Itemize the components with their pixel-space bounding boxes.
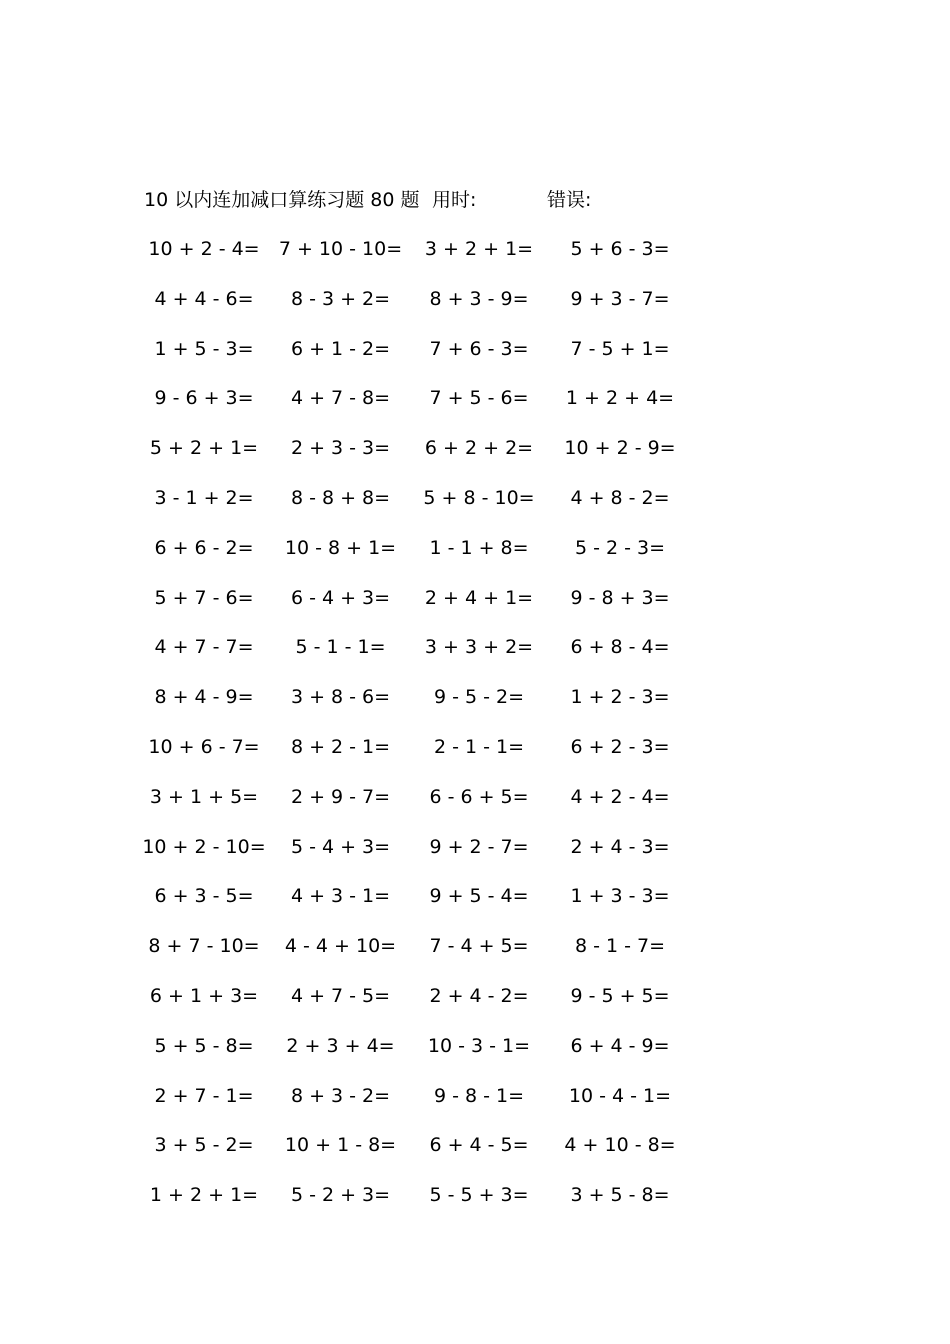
problem-item: 6 - 6 + 5= — [429, 785, 529, 808]
problem-item: 5 + 8 - 10= — [423, 486, 535, 509]
problem-item: 6 + 2 + 2= — [424, 437, 534, 460]
problem-item: 10 + 2 - 4= — [148, 238, 260, 260]
problem-item: 10 - 4 - 1= — [568, 1084, 672, 1107]
problem-item: 7 + 6 - 3= — [429, 337, 529, 360]
problem-row — [130, 233, 690, 283]
problem-item: 3 - 1 + 2= — [154, 486, 254, 509]
problem-item: 8 - 3 + 2= — [290, 287, 391, 310]
problem-item: 8 + 7 - 10= — [148, 935, 260, 958]
problem-row — [130, 283, 690, 333]
problem-item: 8 - 8 + 8= — [290, 486, 391, 509]
problem-item: 5 + 5 - 8= — [154, 1034, 254, 1057]
error-count-label: 错误: — [547, 189, 592, 211]
problem-item: 2 + 4 - 3= — [570, 835, 670, 858]
problem-row — [130, 631, 690, 681]
problem-item: 5 + 6 - 3= — [570, 238, 670, 260]
problem-row — [130, 781, 690, 831]
problem-item: 2 + 3 + 4= — [286, 1034, 395, 1057]
problem-item: 2 + 4 - 2= — [429, 984, 529, 1007]
problem-item: 6 + 1 - 2= — [290, 337, 391, 360]
problem-item: 7 - 5 + 1= — [570, 337, 670, 360]
problem-item: 10 + 2 - 9= — [564, 437, 676, 460]
problem-row — [130, 432, 690, 482]
problem-item: 8 + 2 - 1= — [290, 735, 391, 758]
problem-item: 6 + 4 - 5= — [429, 1134, 529, 1157]
problem-item: 4 - 4 + 10= — [284, 935, 397, 958]
problem-row — [130, 930, 690, 980]
problem-item: 10 + 6 - 7= — [148, 735, 260, 758]
problem-item: 2 + 9 - 7= — [290, 785, 391, 808]
problem-item: 5 + 7 - 6= — [154, 586, 254, 609]
problem-item: 8 - 1 - 7= — [574, 935, 666, 958]
problem-row — [130, 382, 690, 432]
problem-item: 10 - 8 + 1= — [284, 536, 397, 559]
problem-item: 6 + 6 - 2= — [154, 536, 254, 559]
problem-item: 5 - 4 + 3= — [290, 835, 391, 858]
problem-row — [130, 1030, 690, 1080]
problem-item: 1 - 1 + 8= — [429, 536, 529, 559]
problem-row — [130, 1080, 690, 1130]
problem-item: 3 + 8 - 6= — [290, 686, 391, 709]
problem-item: 4 + 8 - 2= — [570, 486, 670, 509]
problem-item: 1 + 5 - 3= — [154, 337, 254, 360]
problem-item: 1 + 3 - 3= — [570, 885, 670, 908]
problem-item: 2 + 3 - 3= — [290, 437, 391, 460]
problem-item: 8 + 4 - 9= — [154, 686, 254, 709]
problem-item: 10 + 1 - 8= — [284, 1134, 397, 1157]
problem-item: 4 + 4 - 6= — [154, 287, 254, 310]
problem-item: 6 + 1 + 3= — [149, 984, 259, 1007]
problem-item: 4 + 7 - 5= — [290, 984, 391, 1007]
problem-item: 7 + 5 - 6= — [429, 387, 529, 410]
problem-item: 4 + 7 - 8= — [290, 387, 391, 410]
problem-item: 1 + 2 - 3= — [570, 686, 670, 709]
problem-item: 9 + 3 - 7= — [570, 287, 670, 310]
problem-item: 10 - 3 - 1= — [427, 1034, 531, 1057]
problem-item: 6 + 2 - 3= — [570, 735, 670, 758]
problem-item: 9 + 5 - 4= — [429, 885, 529, 908]
problem-item: 9 - 8 + 3= — [570, 586, 670, 609]
problem-item: 9 - 5 + 5= — [570, 984, 670, 1007]
problem-item: 5 - 1 - 1= — [295, 636, 386, 659]
problem-item: 3 + 5 - 8= — [570, 1184, 670, 1207]
problem-item: 9 - 6 + 3= — [154, 387, 254, 410]
problem-item: 6 + 4 - 9= — [570, 1034, 670, 1057]
problem-item: 5 - 5 + 3= — [429, 1184, 529, 1207]
problem-item: 5 - 2 - 3= — [574, 536, 666, 559]
problem-grid — [130, 233, 690, 1229]
problem-item: 3 + 2 + 1= — [424, 238, 534, 260]
problem-row — [130, 582, 690, 632]
problem-row — [130, 731, 690, 781]
problem-item: 7 - 4 + 5= — [429, 935, 529, 958]
problem-item: 4 + 10 - 8= — [564, 1134, 676, 1157]
problem-item: 7 + 10 - 10= — [278, 238, 403, 260]
problem-row — [130, 880, 690, 930]
problem-item: 6 + 8 - 4= — [570, 636, 670, 659]
problem-item: 9 - 5 - 2= — [433, 686, 525, 709]
problem-row — [130, 1129, 690, 1179]
problem-item: 4 + 7 - 7= — [154, 636, 254, 659]
problem-item: 8 + 3 - 9= — [429, 287, 529, 310]
problem-row — [130, 532, 690, 582]
problem-item: 5 - 2 + 3= — [290, 1184, 391, 1207]
problem-item: 9 - 8 - 1= — [433, 1084, 525, 1107]
problem-row — [130, 1179, 690, 1229]
problem-item: 1 + 2 + 1= — [149, 1184, 259, 1207]
problem-row — [130, 831, 690, 881]
problem-item: 9 + 2 - 7= — [429, 835, 529, 858]
problem-row — [130, 681, 690, 731]
problem-row — [130, 333, 690, 383]
problem-item: 4 + 2 - 4= — [570, 785, 670, 808]
problem-item: 2 - 1 - 1= — [433, 735, 525, 758]
problem-row — [130, 980, 690, 1030]
problem-item: 5 + 2 + 1= — [149, 437, 259, 460]
problem-item: 3 + 1 + 5= — [149, 785, 259, 808]
problem-item: 8 + 3 - 2= — [290, 1084, 391, 1107]
problem-item: 6 + 3 - 5= — [154, 885, 254, 908]
problem-item: 1 + 2 + 4= — [565, 387, 675, 410]
problem-item: 4 + 3 - 1= — [290, 885, 391, 908]
time-used-label: 用时: — [432, 189, 477, 211]
problem-item: 3 + 5 - 2= — [154, 1134, 254, 1157]
problem-item: 2 + 4 + 1= — [424, 586, 534, 609]
problem-item: 2 + 7 - 1= — [154, 1084, 254, 1107]
worksheet-title: 10 以内连加减口算练习题 80 题 — [144, 189, 420, 211]
problem-item: 3 + 3 + 2= — [424, 636, 534, 659]
problem-item: 10 + 2 - 10= — [142, 835, 266, 858]
problem-row — [130, 482, 690, 532]
problem-item: 6 - 4 + 3= — [290, 586, 391, 609]
